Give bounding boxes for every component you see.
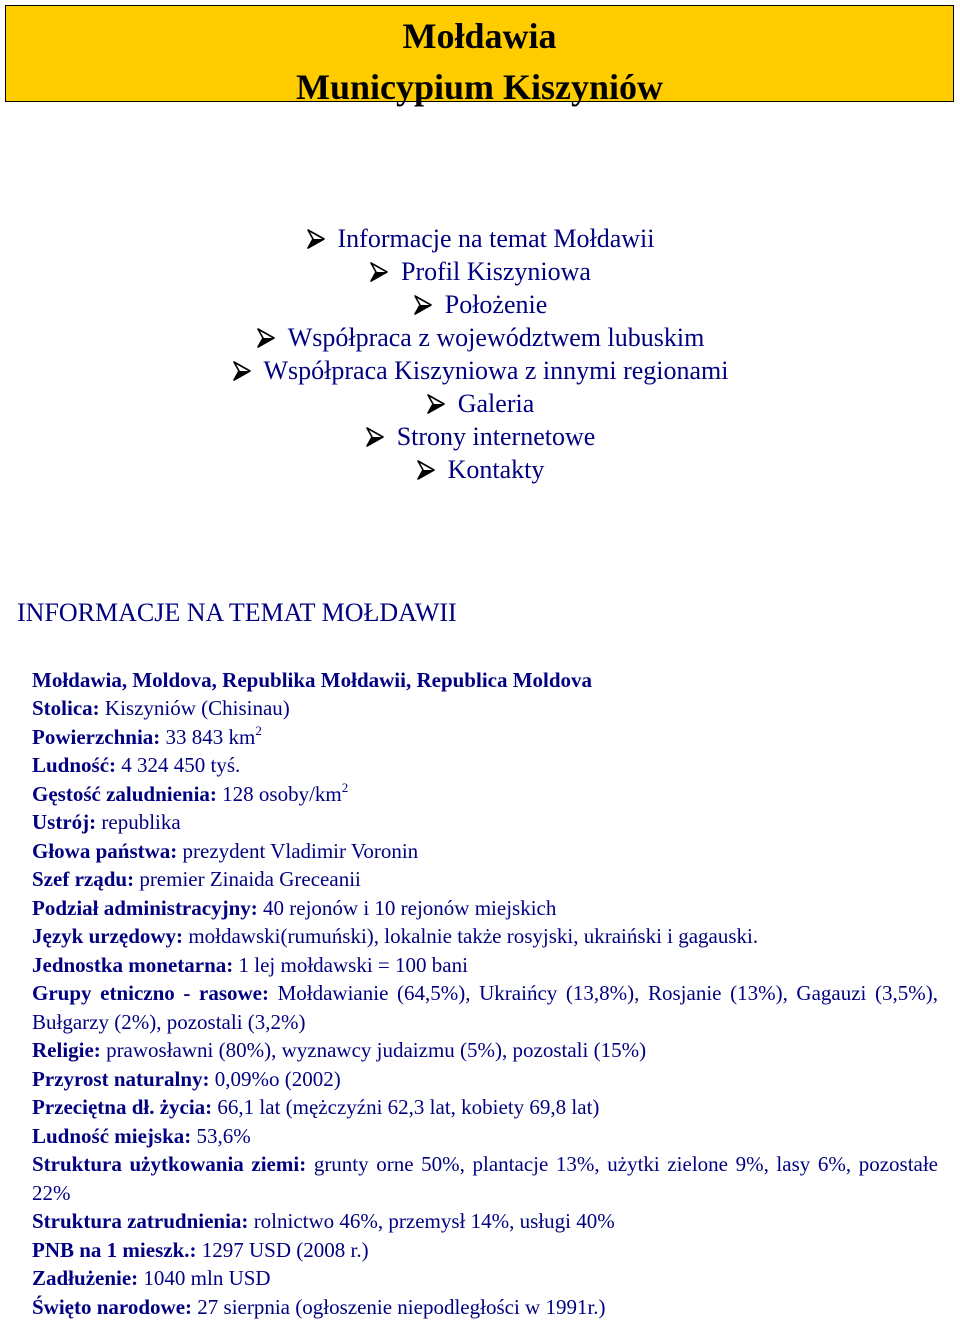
arrowhead-icon xyxy=(413,294,433,316)
nav-item[interactable] xyxy=(0,453,960,486)
page-title: Mołdawia xyxy=(402,16,557,56)
fact-label: Struktura użytkowania ziemi: xyxy=(32,1152,307,1176)
fact-value: 0,09%o (2002) xyxy=(214,1067,341,1091)
nav-item[interactable] xyxy=(0,420,960,453)
country-names xyxy=(32,666,938,695)
fact-value: 40 rejonów i 10 rejonów miejskich xyxy=(263,896,557,920)
arrowhead-icon xyxy=(426,393,446,415)
fact-value: 1040 mln USD xyxy=(143,1266,271,1290)
nav-item[interactable] xyxy=(0,288,960,321)
nav-item-label: Strony internetowe xyxy=(396,422,596,451)
fact-label: Język urzędowy: xyxy=(32,924,184,948)
nav-item-label: Współpraca Kiszyniowa z innymi regionami xyxy=(263,356,729,385)
fact-value: prezydent Vladimir Voronin xyxy=(182,839,419,863)
fact-label: Podział administracyjny: xyxy=(32,896,258,920)
nav-item-label: Informacje na temat Mołdawii xyxy=(337,224,655,253)
fact-label: PNB na 1 mieszk.: xyxy=(32,1238,197,1262)
fact-value: 33 843 km xyxy=(165,725,256,749)
nav-item-label: Galeria xyxy=(457,389,535,418)
fact-label: Jednostka monetarna: xyxy=(32,953,234,977)
fact-row xyxy=(32,951,938,980)
fact-label: Przeciętna dł. życia: xyxy=(32,1095,213,1119)
arrowhead-icon xyxy=(416,459,436,481)
country-names-text: Mołdawia, Moldova, Republika Mołdawii, Republica Moldova xyxy=(32,668,593,692)
fact-row xyxy=(32,837,938,866)
fact-row xyxy=(32,922,938,951)
fact-label: Grupy etniczno - rasowe: xyxy=(32,981,269,1005)
arrowhead-icon xyxy=(369,261,389,283)
nav-item[interactable] xyxy=(0,222,960,255)
fact-value: 66,1 lat (mężczyźni 62,3 lat, kobiety 69,8 lat) xyxy=(217,1095,600,1119)
fact-row xyxy=(32,1036,938,1065)
fact-label: Religie: xyxy=(32,1038,101,1062)
fact-row xyxy=(32,1207,938,1236)
nav-item-label: Profil Kiszyniowa xyxy=(401,257,591,286)
fact-row xyxy=(32,1065,938,1094)
fact-row xyxy=(32,894,938,923)
fact-row xyxy=(32,979,938,1036)
fact-value: prawosławni (80%), wyznawcy judaizmu (5%), pozostali (15%) xyxy=(106,1038,647,1062)
fact-label: Powierzchnia: xyxy=(32,725,161,749)
nav-item[interactable] xyxy=(0,354,960,387)
fact-label: Przyrost naturalny: xyxy=(32,1067,210,1091)
nav-item-label: Kontakty xyxy=(447,455,545,484)
fact-row xyxy=(32,751,938,780)
fact-superscript: 2 xyxy=(341,780,349,795)
nav-item[interactable] xyxy=(0,387,960,420)
fact-value: republika xyxy=(101,810,181,834)
fact-label: Święto narodowe: xyxy=(32,1295,193,1319)
fact-value: rolnictwo 46%, przemysł 14%, usługi 40% xyxy=(253,1209,615,1233)
fact-label: Stolica: xyxy=(32,696,100,720)
fact-row xyxy=(32,808,938,837)
fact-value: Mołdawianie (64,5%), Ukraińcy (13,8%), Rosjanie (13%), Gagauzi (3,5%), Bułgarzy (2%), pozostali (3,2%) xyxy=(32,981,938,1034)
arrowhead-icon xyxy=(306,228,326,250)
fact-label: Szef rządu: xyxy=(32,867,135,891)
arrowhead-icon xyxy=(232,360,252,382)
section-heading: INFORMACJE NA TEMAT MOŁDAWII xyxy=(17,598,457,627)
fact-label: Struktura zatrudnienia: xyxy=(32,1209,249,1233)
nav-item-label: Współpraca z województwem lubuskim xyxy=(287,323,705,352)
fact-row xyxy=(32,1293,938,1322)
fact-row xyxy=(32,1150,938,1207)
fact-value: 4 324 450 tyś. xyxy=(121,753,241,777)
fact-superscript: 2 xyxy=(255,723,262,738)
fact-value: grunty orne 50%, plantacje 13%, użytki zielone 9%, lasy 6%, pozostałe 22% xyxy=(32,1152,938,1205)
arrowhead-icon xyxy=(365,426,385,448)
page-subtitle: Municypium Kiszyniów xyxy=(295,67,664,107)
fact-value: 1 lej mołdawski = 100 bani xyxy=(238,953,468,977)
title-banner xyxy=(5,5,954,107)
fact-row xyxy=(32,865,938,894)
nav-item[interactable] xyxy=(0,321,960,354)
arrowhead-icon xyxy=(256,327,276,349)
fact-row xyxy=(32,1236,938,1265)
fact-label: Gęstość zaludnienia: xyxy=(32,782,217,806)
fact-value: 1297 USD (2008 r.) xyxy=(201,1238,369,1262)
nav-item-label: Położenie xyxy=(444,290,548,319)
fact-row xyxy=(32,723,938,752)
fact-row xyxy=(32,780,938,809)
fact-row xyxy=(32,1122,938,1151)
fact-label: Głowa państwa: xyxy=(32,839,178,863)
fact-value: mołdawski(rumuński), lokalnie także rosyjski, ukraiński i gagauski. xyxy=(188,924,759,948)
fact-value: Kiszyniów (Chisinau) xyxy=(104,696,290,720)
fact-value: premier Zinaida Greceanii xyxy=(139,867,361,891)
fact-label: Ludność: xyxy=(32,753,117,777)
fact-value: 53,6% xyxy=(196,1124,251,1148)
fact-label: Ludność miejska: xyxy=(32,1124,192,1148)
nav-item[interactable] xyxy=(0,255,960,288)
fact-row xyxy=(32,694,938,723)
fact-label: Ustrój: xyxy=(32,810,97,834)
fact-label: Zadłużenie: xyxy=(32,1266,139,1290)
fact-row xyxy=(32,1264,938,1293)
fact-value: 128 osoby/km xyxy=(222,782,342,806)
fact-value: 27 sierpnia (ogłoszenie niepodległości w 1991r.) xyxy=(197,1295,606,1319)
fact-row xyxy=(32,1093,938,1122)
